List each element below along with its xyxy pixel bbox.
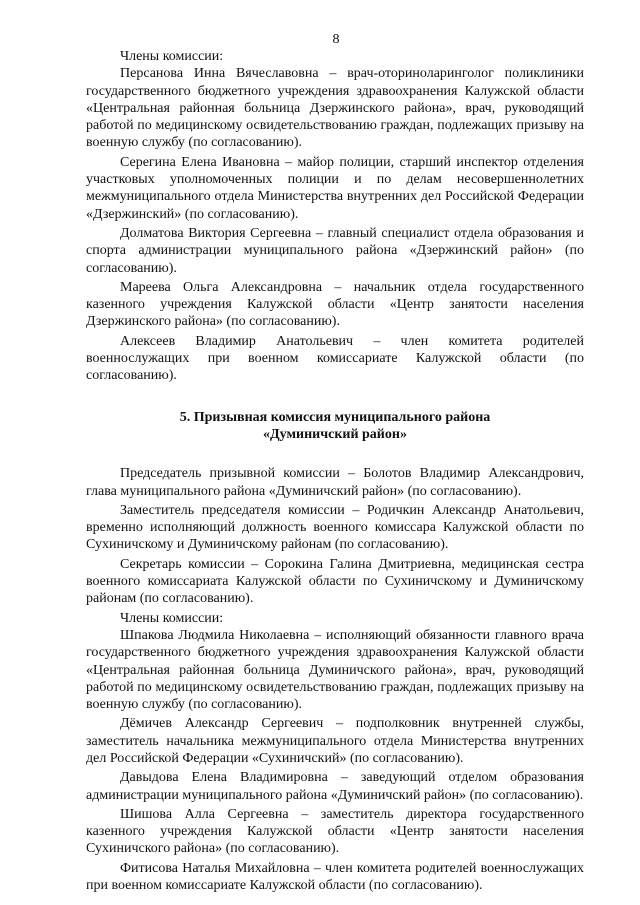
section-title-line: «Думиничский район» — [263, 426, 407, 442]
member-paragraph: Долматова Виктория Сергеевна – главный специалист отдела образования и спорта администрации муниципального района «Дзержинский район» (по согласованию). — [86, 225, 584, 276]
section-title-line: 5. Призывная комиссия муниципального района — [179, 409, 491, 425]
member-paragraph: Шпакова Людмила Николаевна – исполняющий обязанности главного врача государственного бюджетного учреждения здравоохранения Калужской области «Центральная районная больница Думиничского района», врач, руководящий работой по медицинскому освидетельствованию граждан, подлежащих призыву на военную службу (по согласованию). — [86, 627, 584, 713]
chairman-paragraph: Председатель призывной комиссии – Болотов Владимир Александрович, глава муниципального района «Думиничский район» (по согласованию). — [86, 466, 584, 499]
member-paragraph: Фитисова Наталья Михайловна – член комитета родителей военнослужащих при военном комиссариате Калужской области (по согласованию). — [86, 860, 584, 894]
members-heading: Члены комиссии: — [120, 49, 224, 64]
member-paragraph: Серегина Елена Ивановна – майор полиции, старший инспектор отделения участковых уполномоченных полиции и по делам несовершеннолетних межмуниципального отдела Министерства внутренних дел Российской Федерации «Дзержинский» (по согласованию). — [86, 154, 584, 222]
deputy-paragraph: Заместитель председателя комиссии – Родичкин Александр Анатольевич, временно исполняющий должность военного комиссара Калужской области по Сухиничскому и Думиничскому районам (по согласованию). — [86, 502, 584, 553]
secretary-paragraph: Секретарь комиссии – Сорокина Галина Дмитриевна, медицинская сестра военного комиссариата Калужской области по Сухиничскому и Думиничскому районам (по согласованию). — [86, 556, 584, 607]
member-paragraph: Давыдова Елена Владимировна – заведующий отделом образования администрации муниципального района «Думиничский район» (по согласованию). — [86, 770, 584, 803]
page-number: 8 — [332, 32, 340, 47]
section-title — [86, 409, 584, 444]
member-paragraph: Алексеев Владимир Анатольевич – член комитета родителей военнослужащих при военном комиссариате Калужской области (по согласованию). — [86, 333, 584, 384]
member-paragraph: Персанова Инна Вячеславовна – врач-оториноларинголог поликлиники государственного бюджетного учреждения здравоохранения Калужской области «Центральная районная больница Дзержинского района», врач, руководящий работой по медицинскому освидетельствованию граждан, подлежащих призыву на военную службу (по согласованию). — [86, 66, 584, 151]
document-body — [86, 48, 584, 896]
member-paragraph: Мареева Ольга Александровна – начальник отдела государственного казенного учреждения Калужской области «Центр занятости населения Дзержинского района» (по согласованию). — [86, 279, 584, 330]
member-paragraph: Дёмичев Александр Сергеевич – подполковник внутренней службы, заместитель начальника межмуниципального отдела Министерства внутренних дел Российской Федерации «Сухиничский» (по согласованию). — [86, 716, 584, 766]
members-heading: Члены комиссии: — [120, 610, 224, 626]
member-paragraph: Шишова Алла Сергеевна – заместитель директора государственного казенного учреждения Калужской области «Центр занятости населения Сухиничского района» (по согласованию). — [86, 806, 584, 857]
